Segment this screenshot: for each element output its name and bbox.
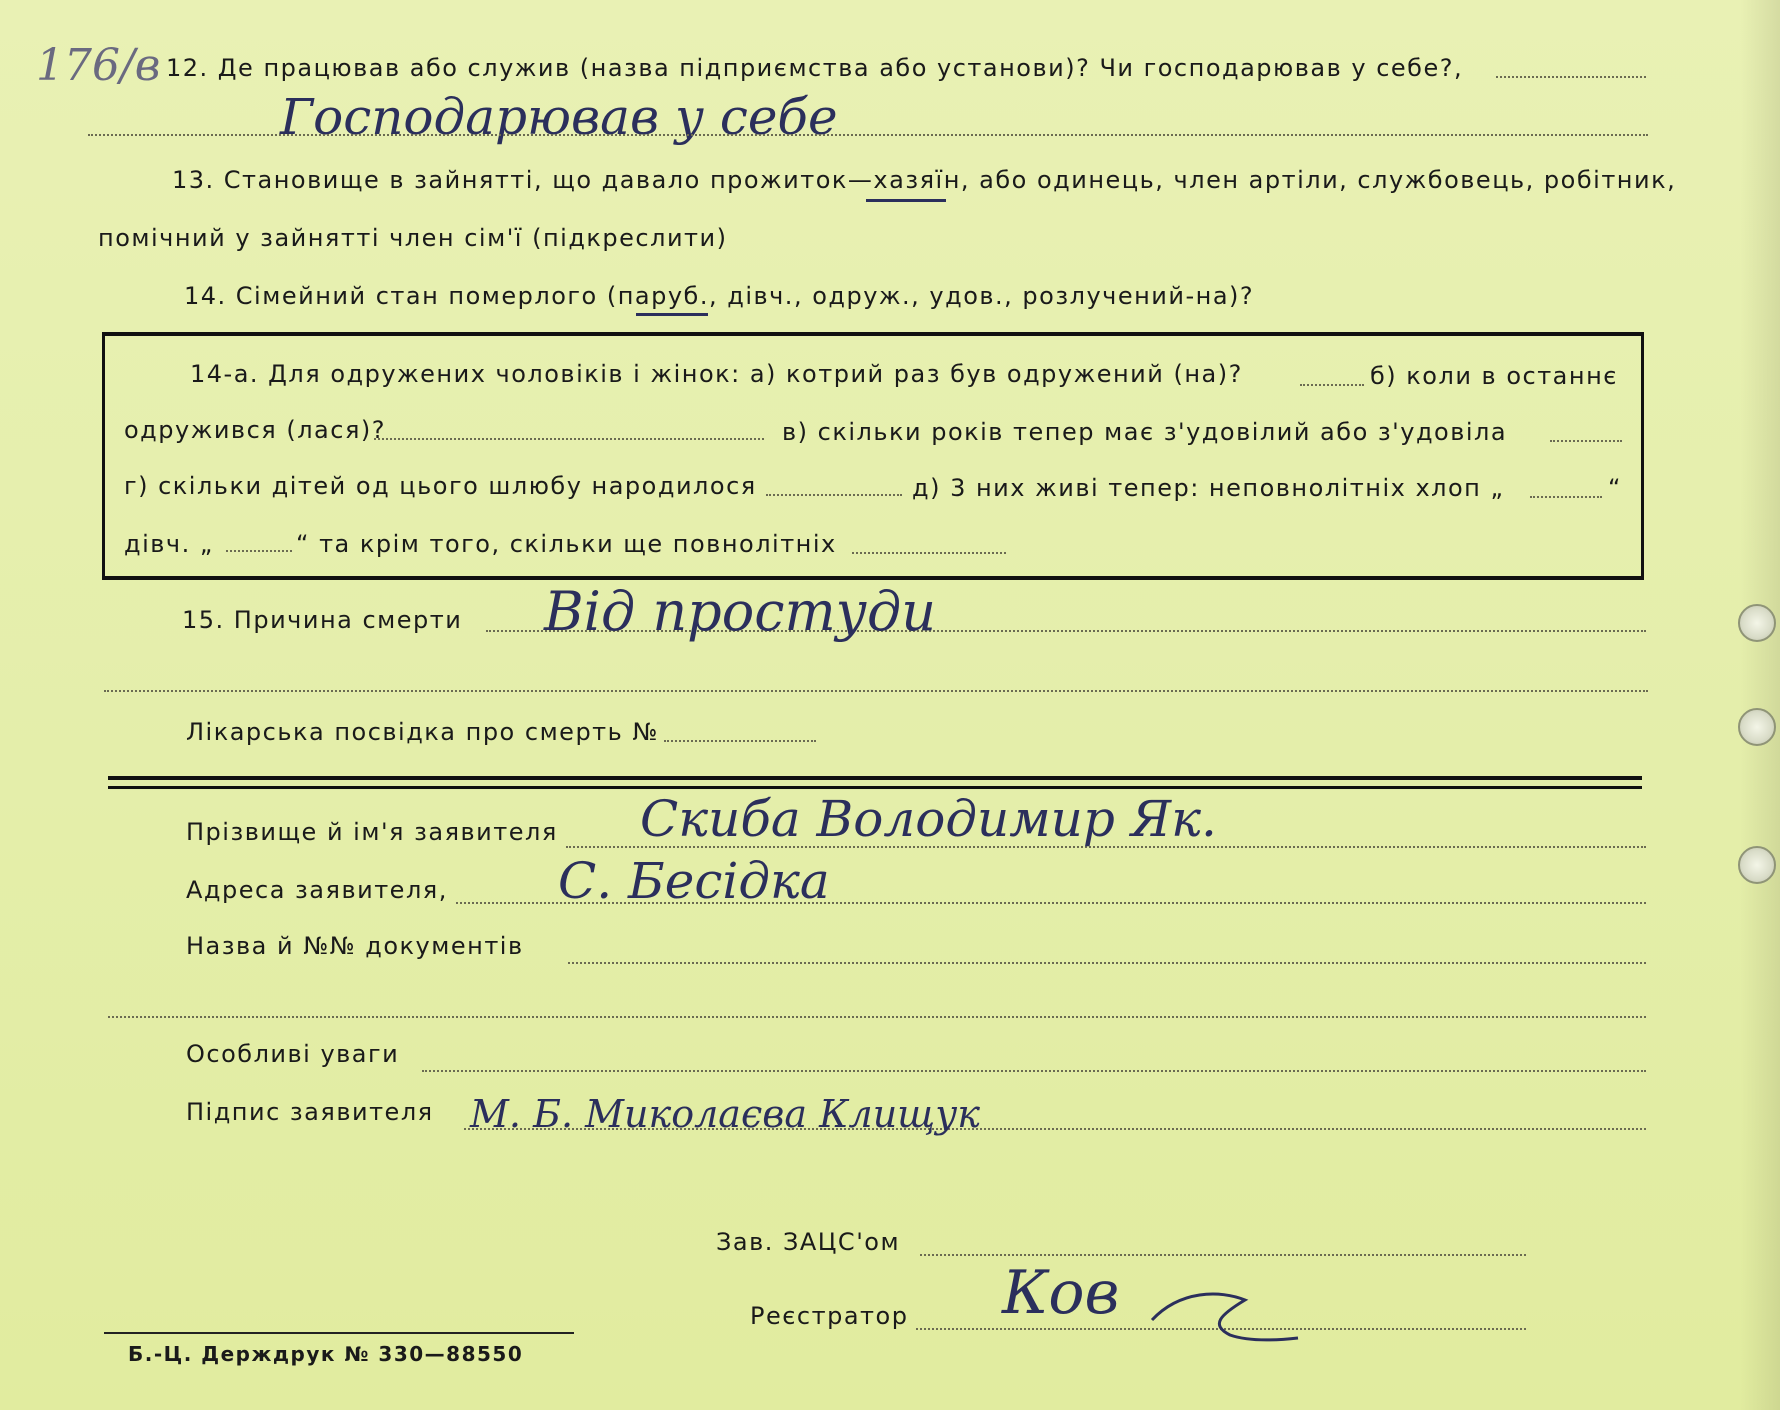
- dotted-leader: [226, 550, 292, 552]
- documents-label: Назва й №№ документів: [186, 932, 524, 960]
- page-edge-shadow: [1740, 0, 1780, 1410]
- q12-answer: Господарював у себе: [280, 88, 838, 146]
- handwritten-underline: [636, 313, 708, 316]
- signature-flourish: [1150, 1280, 1300, 1350]
- dotted-leader: [664, 740, 816, 742]
- q14a-line3b: д) 3 них живі тепер: неповнолітніх хлоп „: [912, 474, 1505, 502]
- q15-label: 15. Причина смерти: [182, 606, 463, 634]
- handwritten-underline: [866, 199, 946, 202]
- zags-head-label: Зав. ЗАЦС'ом: [716, 1228, 901, 1256]
- punch-hole: [1738, 708, 1776, 746]
- q13-line1: 13. Становище в зайнятті, що давало прожиток—хазяїн, або одинець, член артіли, службовець, робітник,: [172, 166, 1677, 194]
- dotted-leader: [422, 1070, 1646, 1072]
- q14a-line4a: дівч. „: [124, 530, 214, 558]
- q14a-line2b: в) скільки років тепер має з'удовілий або з'удовіла: [782, 418, 1508, 446]
- applicant-address-value: С. Бесідка: [558, 852, 830, 910]
- q14a-line3c: “: [1608, 474, 1622, 502]
- section-divider: [108, 786, 1642, 789]
- dotted-leader: [920, 1254, 1526, 1256]
- footer-rule: [104, 1332, 574, 1334]
- dotted-leader: [766, 494, 902, 496]
- q14a-line4b: “ та крім того, скільки ще повнолітніх: [296, 530, 837, 558]
- dotted-leader: [374, 438, 764, 440]
- registrar-label: Реєстратор: [750, 1302, 909, 1330]
- q12-label: 12. Де працював або служив (назва підприємства або установи)? Чи господарював у себе?,: [166, 54, 1464, 82]
- dotted-leader: [568, 962, 1646, 964]
- dotted-leader: [1530, 496, 1602, 498]
- applicant-name-label: Прізвище й ім'я заявителя: [186, 818, 558, 846]
- applicant-signature-label: Підпис заявителя: [186, 1098, 434, 1126]
- remarks-label: Особливі уваги: [186, 1040, 400, 1068]
- q14a-line3a: г) скільки дітей од цього шлюбу народилося: [124, 472, 757, 500]
- q14a-line2a: одружився (лася)?: [124, 416, 386, 444]
- dotted-leader: [1300, 384, 1364, 386]
- q14a-line1a: 14-а. Для одружених чоловіків і жінок: а) котрий раз був одружений (на)?: [190, 360, 1243, 388]
- section-divider: [108, 776, 1642, 780]
- applicant-signature: М. Б. Миколаєва Клищук: [470, 1092, 980, 1136]
- registrar-signature: Ков: [1002, 1258, 1120, 1328]
- dotted-leader: [104, 690, 1648, 692]
- dotted-leader: [108, 1016, 1646, 1018]
- q15-answer: Від простуди: [544, 580, 936, 643]
- printer-imprint: Б.-Ц. Держдрук № 330—88550: [128, 1342, 524, 1366]
- applicant-address-label: Адреса заявителя,: [186, 876, 448, 904]
- punch-hole: [1738, 846, 1776, 884]
- q14-label: 14. Сімейний стан померлого (паруб., дівч., одруж., удов., розлучений-на)?: [184, 282, 1255, 310]
- q13-line2: помічний у зайнятті член сім'ї (підкреслити): [98, 224, 728, 252]
- dotted-leader: [852, 552, 1006, 554]
- dotted-leader: [88, 134, 1648, 136]
- dotted-leader: [1550, 440, 1622, 442]
- margin-note: 176/в: [36, 40, 161, 91]
- applicant-name-value: Скиба Володимир Як.: [640, 790, 1217, 848]
- punch-hole: [1738, 604, 1776, 642]
- q14a-line1b: б) коли в останнє: [1370, 362, 1618, 390]
- death-certificate-label: Лікарська посвідка про смерть №: [186, 718, 659, 746]
- dotted-leader: [1496, 76, 1646, 78]
